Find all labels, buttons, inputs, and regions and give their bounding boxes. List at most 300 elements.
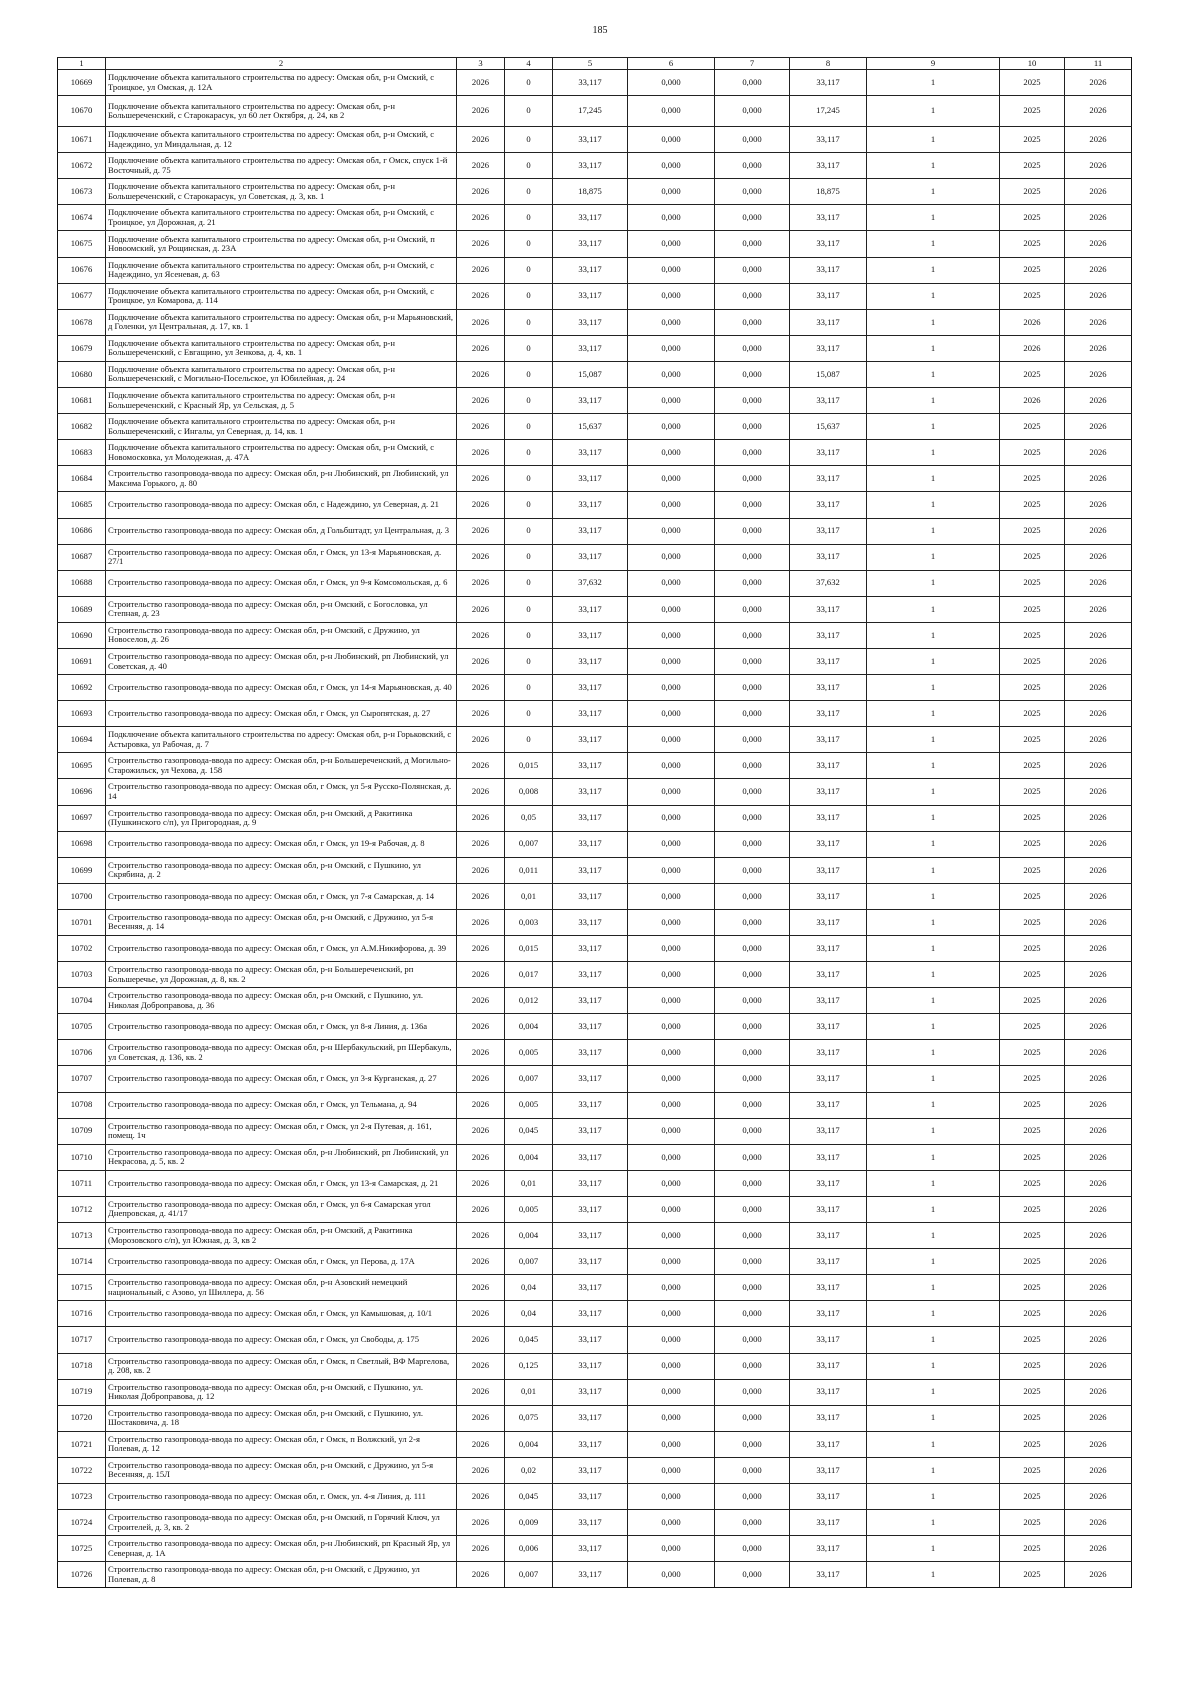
row-value-cell: 0,000 bbox=[715, 1457, 790, 1483]
row-value-cell: 2025 bbox=[1000, 857, 1065, 883]
row-value-cell: 33,117 bbox=[553, 1353, 628, 1379]
row-value-cell: 2026 bbox=[1065, 231, 1132, 257]
row-value-cell: 0,000 bbox=[715, 727, 790, 753]
table-row bbox=[58, 936, 1132, 962]
row-value-cell: 10679 bbox=[58, 335, 106, 361]
row-value-cell: 0,000 bbox=[628, 388, 715, 414]
row-value-cell: 0,000 bbox=[715, 127, 790, 153]
row-value-cell: 2025 bbox=[1000, 596, 1065, 622]
row-value-cell: 0,000 bbox=[628, 1196, 715, 1222]
row-value-cell: 2025 bbox=[1000, 466, 1065, 492]
row-value-cell: 33,117 bbox=[553, 831, 628, 857]
table-row bbox=[58, 96, 1132, 127]
row-value-cell: 33,117 bbox=[553, 883, 628, 909]
row-value-cell: 0,045 bbox=[505, 1327, 553, 1353]
row-value-cell: 10681 bbox=[58, 388, 106, 414]
row-value-cell: 0,000 bbox=[628, 909, 715, 935]
row-value-cell: 0 bbox=[505, 492, 553, 518]
row-value-cell: 0 bbox=[505, 622, 553, 648]
investment-table bbox=[57, 57, 1132, 1588]
row-value-cell: 1 bbox=[867, 596, 1000, 622]
row-value-cell: 0,125 bbox=[505, 1353, 553, 1379]
row-value-cell: 0,000 bbox=[715, 962, 790, 988]
row-value-cell: 2025 bbox=[1000, 1483, 1065, 1509]
row-value-cell: 2026 bbox=[457, 309, 505, 335]
row-value-cell: 2026 bbox=[457, 1327, 505, 1353]
table-row bbox=[58, 388, 1132, 414]
table-row bbox=[58, 805, 1132, 831]
row-description-cell: Подключение объекта капитального строительства по адресу: Омская обл, р-н Большереченский, с Евгащино, ул Зенкова, д. 4, кв. 1 bbox=[106, 335, 457, 361]
row-value-cell: 33,117 bbox=[790, 831, 867, 857]
row-value-cell: 2025 bbox=[1000, 805, 1065, 831]
row-value-cell: 1 bbox=[867, 1536, 1000, 1562]
row-value-cell: 0,000 bbox=[628, 1223, 715, 1249]
row-value-cell: 2026 bbox=[1065, 779, 1132, 805]
row-value-cell: 0,04 bbox=[505, 1275, 553, 1301]
table-row bbox=[58, 153, 1132, 179]
row-description-cell: Строительство газопровода-ввода по адресу: Омская обл, г Омск, ул 3-я Курганская, д. 27 bbox=[106, 1066, 457, 1092]
row-value-cell: 2025 bbox=[1000, 1040, 1065, 1066]
row-value-cell: 2026 bbox=[457, 1196, 505, 1222]
row-value-cell: 0,006 bbox=[505, 1536, 553, 1562]
column-header-11: 11 bbox=[1065, 58, 1132, 70]
row-value-cell: 0,000 bbox=[628, 805, 715, 831]
row-value-cell: 0 bbox=[505, 153, 553, 179]
row-value-cell: 2026 bbox=[457, 414, 505, 440]
row-value-cell: 10689 bbox=[58, 596, 106, 622]
row-value-cell: 2026 bbox=[457, 153, 505, 179]
column-header-6: 6 bbox=[628, 58, 715, 70]
row-value-cell: 0 bbox=[505, 388, 553, 414]
row-value-cell: 0,01 bbox=[505, 883, 553, 909]
table-row bbox=[58, 1405, 1132, 1431]
row-value-cell: 2026 bbox=[1065, 335, 1132, 361]
row-value-cell: 0,000 bbox=[628, 962, 715, 988]
column-header-1: 1 bbox=[58, 58, 106, 70]
table-row bbox=[58, 361, 1132, 387]
row-value-cell: 17,245 bbox=[790, 96, 867, 127]
row-value-cell: 33,117 bbox=[553, 1327, 628, 1353]
row-value-cell: 2025 bbox=[1000, 701, 1065, 727]
row-value-cell: 0,000 bbox=[628, 70, 715, 96]
row-value-cell: 2026 bbox=[1065, 1457, 1132, 1483]
row-value-cell: 0,000 bbox=[628, 361, 715, 387]
row-value-cell: 33,117 bbox=[790, 1379, 867, 1405]
column-header-8: 8 bbox=[790, 58, 867, 70]
row-description-cell: Строительство газопровода-ввода по адресу: Омская обл, д Гольбштадт, ул Центральная, д. 3 bbox=[106, 518, 457, 544]
row-value-cell: 1 bbox=[867, 205, 1000, 231]
row-value-cell: 0,005 bbox=[505, 1040, 553, 1066]
row-value-cell: 2025 bbox=[1000, 1066, 1065, 1092]
row-value-cell: 0,000 bbox=[628, 596, 715, 622]
table-row bbox=[58, 1118, 1132, 1144]
row-value-cell: 2026 bbox=[457, 127, 505, 153]
row-value-cell: 10720 bbox=[58, 1405, 106, 1431]
row-value-cell: 10722 bbox=[58, 1457, 106, 1483]
row-value-cell: 2026 bbox=[457, 648, 505, 674]
row-value-cell: 0,004 bbox=[505, 1014, 553, 1040]
row-value-cell: 2026 bbox=[457, 1483, 505, 1509]
row-value-cell: 1 bbox=[867, 779, 1000, 805]
row-value-cell: 10691 bbox=[58, 648, 106, 674]
row-value-cell: 2025 bbox=[1000, 1170, 1065, 1196]
row-description-cell: Строительство газопровода-ввода по адресу: Омская обл, г Омск, ул 6-я Самарская угол Днепровская, д. 41/17 bbox=[106, 1196, 457, 1222]
row-value-cell: 1 bbox=[867, 1327, 1000, 1353]
row-value-cell: 2026 bbox=[457, 231, 505, 257]
row-value-cell: 33,117 bbox=[790, 440, 867, 466]
row-value-cell: 2026 bbox=[457, 1510, 505, 1536]
row-value-cell: 2025 bbox=[1000, 1249, 1065, 1275]
row-value-cell: 10716 bbox=[58, 1301, 106, 1327]
row-description-cell: Строительство газопровода-ввода по адресу: Омская обл, р-н Любинский, рп Любинский, ул Максима Горького, д. 80 bbox=[106, 466, 457, 492]
row-value-cell: 1 bbox=[867, 753, 1000, 779]
row-value-cell: 2025 bbox=[1000, 1457, 1065, 1483]
row-value-cell: 33,117 bbox=[553, 675, 628, 701]
row-value-cell: 2026 bbox=[1065, 1249, 1132, 1275]
row-value-cell: 1 bbox=[867, 1457, 1000, 1483]
row-value-cell: 0 bbox=[505, 205, 553, 231]
row-value-cell: 0,000 bbox=[715, 936, 790, 962]
table-row bbox=[58, 70, 1132, 96]
row-description-cell: Подключение объекта капитального строительства по адресу: Омская обл, р-н Горьковский, с Астыровка, ул Рабочая, д. 7 bbox=[106, 727, 457, 753]
row-value-cell: 33,117 bbox=[790, 518, 867, 544]
row-value-cell: 0,05 bbox=[505, 805, 553, 831]
row-value-cell: 10671 bbox=[58, 127, 106, 153]
row-value-cell: 1 bbox=[867, 1223, 1000, 1249]
table-row bbox=[58, 1170, 1132, 1196]
row-value-cell: 2026 bbox=[457, 205, 505, 231]
row-value-cell: 2026 bbox=[1065, 622, 1132, 648]
row-value-cell: 10713 bbox=[58, 1223, 106, 1249]
row-value-cell: 33,117 bbox=[790, 1196, 867, 1222]
row-value-cell: 33,117 bbox=[553, 622, 628, 648]
row-value-cell: 1 bbox=[867, 309, 1000, 335]
row-value-cell: 10685 bbox=[58, 492, 106, 518]
row-value-cell: 2026 bbox=[1065, 1405, 1132, 1431]
row-value-cell: 33,117 bbox=[790, 1249, 867, 1275]
row-value-cell: 0 bbox=[505, 283, 553, 309]
row-value-cell: 33,117 bbox=[790, 1301, 867, 1327]
row-value-cell: 0,000 bbox=[715, 831, 790, 857]
row-value-cell: 33,117 bbox=[553, 466, 628, 492]
row-value-cell: 1 bbox=[867, 335, 1000, 361]
row-value-cell: 1 bbox=[867, 1562, 1000, 1588]
row-value-cell: 1 bbox=[867, 727, 1000, 753]
row-value-cell: 33,117 bbox=[553, 1196, 628, 1222]
table-row bbox=[58, 1536, 1132, 1562]
row-value-cell: 2026 bbox=[457, 440, 505, 466]
row-description-cell: Подключение объекта капитального строительства по адресу: Омская обл, р-н Омский, с Троицкое, ул Омская, д. 12А bbox=[106, 70, 457, 96]
row-value-cell: 2025 bbox=[1000, 1379, 1065, 1405]
row-value-cell: 1 bbox=[867, 257, 1000, 283]
table-row bbox=[58, 831, 1132, 857]
row-value-cell: 2026 bbox=[1065, 1327, 1132, 1353]
row-value-cell: 2025 bbox=[1000, 1353, 1065, 1379]
row-value-cell: 0,000 bbox=[628, 205, 715, 231]
row-value-cell: 0,000 bbox=[715, 1327, 790, 1353]
table-row bbox=[58, 648, 1132, 674]
row-description-cell: Подключение объекта капитального строительства по адресу: Омская обл, г Омск, спуск 1-й Восточный, д. 75 bbox=[106, 153, 457, 179]
row-value-cell: 2025 bbox=[1000, 1275, 1065, 1301]
row-description-cell: Строительство газопровода-ввода по адресу: Омская обл, р-н Омский, с Дружино, ул 5-я Весенняя, д. 14 bbox=[106, 909, 457, 935]
row-value-cell: 33,117 bbox=[553, 753, 628, 779]
row-description-cell: Строительство газопровода-ввода по адресу: Омская обл, г Омск, п Светлый, ВФ Маргелова, д. 208, кв. 2 bbox=[106, 1353, 457, 1379]
row-value-cell: 10683 bbox=[58, 440, 106, 466]
row-description-cell: Строительство газопровода-ввода по адресу: Омская обл, р-н Омский, с Пушкино, ул Скрябина, д. 2 bbox=[106, 857, 457, 883]
row-value-cell: 0,000 bbox=[715, 622, 790, 648]
row-value-cell: 10700 bbox=[58, 883, 106, 909]
table-row bbox=[58, 309, 1132, 335]
column-header-7: 7 bbox=[715, 58, 790, 70]
row-value-cell: 33,117 bbox=[553, 1118, 628, 1144]
row-value-cell: 0 bbox=[505, 231, 553, 257]
row-value-cell: 33,117 bbox=[790, 309, 867, 335]
row-value-cell: 1 bbox=[867, 440, 1000, 466]
row-value-cell: 1 bbox=[867, 1066, 1000, 1092]
row-value-cell: 33,117 bbox=[790, 1014, 867, 1040]
table-row bbox=[58, 1327, 1132, 1353]
row-value-cell: 2026 bbox=[1065, 962, 1132, 988]
row-value-cell: 1 bbox=[867, 1275, 1000, 1301]
row-description-cell: Подключение объекта капитального строительства по адресу: Омская обл, р-н Омский, с Троицкое, ул Дорожная, д. 21 bbox=[106, 205, 457, 231]
row-description-cell: Подключение объекта капитального строительства по адресу: Омская обл, р-н Омский, с Троицкое, ул Комарова, д. 114 bbox=[106, 283, 457, 309]
row-value-cell: 33,117 bbox=[553, 153, 628, 179]
row-value-cell: 10697 bbox=[58, 805, 106, 831]
row-value-cell: 10690 bbox=[58, 622, 106, 648]
row-value-cell: 0,000 bbox=[628, 1379, 715, 1405]
table-row bbox=[58, 205, 1132, 231]
row-value-cell: 1 bbox=[867, 96, 1000, 127]
table-row bbox=[58, 1431, 1132, 1457]
row-value-cell: 2026 bbox=[1065, 909, 1132, 935]
row-value-cell: 0,004 bbox=[505, 1431, 553, 1457]
row-value-cell: 2025 bbox=[1000, 283, 1065, 309]
column-header-2: 2 bbox=[106, 58, 457, 70]
row-value-cell: 1 bbox=[867, 153, 1000, 179]
row-value-cell: 2025 bbox=[1000, 779, 1065, 805]
row-value-cell: 10682 bbox=[58, 414, 106, 440]
row-description-cell: Подключение объекта капитального строительства по адресу: Омская обл, р-н Омский, с Надеждино, ул Ясеневая, д. 63 bbox=[106, 257, 457, 283]
row-value-cell: 0,000 bbox=[628, 1562, 715, 1588]
row-value-cell: 2026 bbox=[457, 936, 505, 962]
row-value-cell: 0 bbox=[505, 570, 553, 596]
row-value-cell: 1 bbox=[867, 648, 1000, 674]
row-value-cell: 0,000 bbox=[628, 622, 715, 648]
table-row bbox=[58, 1301, 1132, 1327]
row-value-cell: 0,000 bbox=[715, 388, 790, 414]
row-value-cell: 1 bbox=[867, 492, 1000, 518]
row-value-cell: 0,000 bbox=[628, 309, 715, 335]
row-value-cell: 33,117 bbox=[790, 1431, 867, 1457]
row-value-cell: 2025 bbox=[1000, 153, 1065, 179]
row-value-cell: 0,000 bbox=[628, 96, 715, 127]
row-value-cell: 0,000 bbox=[628, 1431, 715, 1457]
row-value-cell: 0 bbox=[505, 466, 553, 492]
row-value-cell: 10676 bbox=[58, 257, 106, 283]
row-value-cell: 2025 bbox=[1000, 909, 1065, 935]
row-value-cell: 33,117 bbox=[553, 779, 628, 805]
row-value-cell: 33,117 bbox=[553, 1510, 628, 1536]
row-value-cell: 33,117 bbox=[553, 335, 628, 361]
row-description-cell: Подключение объекта капитального строительства по адресу: Омская обл, р-н Большереченский, с Старокарасук, ул Советская, д. 3, кв. 1 bbox=[106, 179, 457, 205]
table-row bbox=[58, 1275, 1132, 1301]
row-value-cell: 2026 bbox=[1065, 570, 1132, 596]
row-value-cell: 33,117 bbox=[790, 1223, 867, 1249]
row-value-cell: 2026 bbox=[457, 492, 505, 518]
row-value-cell: 2026 bbox=[1065, 309, 1132, 335]
row-value-cell: 10725 bbox=[58, 1536, 106, 1562]
row-value-cell: 0,000 bbox=[628, 1301, 715, 1327]
row-value-cell: 2026 bbox=[1065, 727, 1132, 753]
row-value-cell: 2026 bbox=[1065, 936, 1132, 962]
row-value-cell: 10678 bbox=[58, 309, 106, 335]
row-value-cell: 17,245 bbox=[553, 96, 628, 127]
row-description-cell: Строительство газопровода-ввода по адресу: Омская обл, р-н Омский, п Горячий Ключ, ул Строителей, д. 3, кв. 2 bbox=[106, 1510, 457, 1536]
row-value-cell: 0,045 bbox=[505, 1483, 553, 1509]
row-value-cell: 1 bbox=[867, 1170, 1000, 1196]
row-value-cell: 2026 bbox=[457, 1040, 505, 1066]
row-value-cell: 2026 bbox=[457, 283, 505, 309]
row-value-cell: 33,117 bbox=[553, 1066, 628, 1092]
table-row bbox=[58, 257, 1132, 283]
row-value-cell: 33,117 bbox=[790, 127, 867, 153]
row-value-cell: 2026 bbox=[457, 335, 505, 361]
row-value-cell: 33,117 bbox=[790, 1510, 867, 1536]
row-value-cell: 1 bbox=[867, 361, 1000, 387]
row-value-cell: 0 bbox=[505, 127, 553, 153]
row-value-cell: 33,117 bbox=[790, 335, 867, 361]
row-value-cell: 33,117 bbox=[790, 936, 867, 962]
row-value-cell: 2026 bbox=[1065, 1118, 1132, 1144]
row-description-cell: Строительство газопровода-ввода по адресу: Омская обл, р-н Омский, с Дружино, ул Новоселов, д. 26 bbox=[106, 622, 457, 648]
row-value-cell: 33,117 bbox=[553, 648, 628, 674]
row-value-cell: 2025 bbox=[1000, 1092, 1065, 1118]
row-value-cell: 0,012 bbox=[505, 988, 553, 1014]
row-value-cell: 0,000 bbox=[628, 1118, 715, 1144]
row-value-cell: 2026 bbox=[1065, 466, 1132, 492]
row-value-cell: 2026 bbox=[1065, 857, 1132, 883]
row-value-cell: 0,000 bbox=[715, 1536, 790, 1562]
row-value-cell: 2026 bbox=[457, 779, 505, 805]
row-value-cell: 2026 bbox=[1065, 1040, 1132, 1066]
row-value-cell: 2026 bbox=[1065, 1223, 1132, 1249]
table-row bbox=[58, 1249, 1132, 1275]
row-value-cell: 10703 bbox=[58, 962, 106, 988]
row-value-cell: 0,01 bbox=[505, 1170, 553, 1196]
row-description-cell: Строительство газопровода-ввода по адресу: Омская обл, г Омск, ул 14-я Марьяновская, д. 40 bbox=[106, 675, 457, 701]
row-value-cell: 10702 bbox=[58, 936, 106, 962]
row-value-cell: 33,117 bbox=[553, 70, 628, 96]
row-value-cell: 1 bbox=[867, 388, 1000, 414]
row-description-cell: Строительство газопровода-ввода по адресу: Омская обл, г. Омск, ул. 4-я Линия, д. 111 bbox=[106, 1483, 457, 1509]
row-value-cell: 1 bbox=[867, 831, 1000, 857]
row-value-cell: 33,117 bbox=[790, 622, 867, 648]
row-value-cell: 33,117 bbox=[790, 1066, 867, 1092]
row-value-cell: 0,000 bbox=[715, 753, 790, 779]
row-value-cell: 0,000 bbox=[628, 1144, 715, 1170]
row-value-cell: 2026 bbox=[1065, 1144, 1132, 1170]
row-value-cell: 10670 bbox=[58, 96, 106, 127]
row-value-cell: 2026 bbox=[457, 96, 505, 127]
row-value-cell: 2026 bbox=[457, 1353, 505, 1379]
row-value-cell: 33,117 bbox=[790, 1327, 867, 1353]
row-value-cell: 10706 bbox=[58, 1040, 106, 1066]
row-value-cell: 33,117 bbox=[553, 805, 628, 831]
row-description-cell: Строительство газопровода-ввода по адресу: Омская обл, г Омск, ул Свободы, д. 175 bbox=[106, 1327, 457, 1353]
row-value-cell: 0,000 bbox=[715, 361, 790, 387]
row-value-cell: 0,011 bbox=[505, 857, 553, 883]
row-description-cell: Строительство газопровода-ввода по адресу: Омская обл, г Омск, ул А.М.Никифорова, д. 39 bbox=[106, 936, 457, 962]
row-value-cell: 1 bbox=[867, 1353, 1000, 1379]
row-description-cell: Строительство газопровода-ввода по адресу: Омская обл, с Надеждино, ул Северная, д. 21 bbox=[106, 492, 457, 518]
row-value-cell: 2026 bbox=[1065, 414, 1132, 440]
table-row bbox=[58, 440, 1132, 466]
row-value-cell: 10684 bbox=[58, 466, 106, 492]
row-value-cell: 0,000 bbox=[715, 779, 790, 805]
row-value-cell: 0,000 bbox=[715, 335, 790, 361]
row-value-cell: 2026 bbox=[457, 1170, 505, 1196]
row-value-cell: 2026 bbox=[457, 1144, 505, 1170]
row-description-cell: Строительство газопровода-ввода по адресу: Омская обл, р-н Омский, с Пушкино, ул. Николая Доброправова, д. 12 bbox=[106, 1379, 457, 1405]
row-value-cell: 33,117 bbox=[553, 701, 628, 727]
row-value-cell: 2026 bbox=[457, 361, 505, 387]
table-row bbox=[58, 1040, 1132, 1066]
row-value-cell: 0,000 bbox=[715, 1092, 790, 1118]
row-value-cell: 33,117 bbox=[790, 988, 867, 1014]
row-value-cell: 33,117 bbox=[790, 1275, 867, 1301]
row-value-cell: 10714 bbox=[58, 1249, 106, 1275]
row-value-cell: 0,000 bbox=[715, 1144, 790, 1170]
row-value-cell: 10707 bbox=[58, 1066, 106, 1092]
row-description-cell: Строительство газопровода-ввода по адресу: Омская обл, р-н Омский, с Богословка, ул Степная, д. 23 bbox=[106, 596, 457, 622]
row-value-cell: 0,000 bbox=[715, 1510, 790, 1536]
row-value-cell: 0 bbox=[505, 96, 553, 127]
row-value-cell: 2026 bbox=[457, 701, 505, 727]
row-value-cell: 0,000 bbox=[628, 127, 715, 153]
row-value-cell: 0 bbox=[505, 727, 553, 753]
row-value-cell: 33,117 bbox=[553, 1275, 628, 1301]
row-value-cell: 0,000 bbox=[715, 492, 790, 518]
row-value-cell: 33,117 bbox=[790, 857, 867, 883]
table-row bbox=[58, 335, 1132, 361]
row-value-cell: 0,007 bbox=[505, 1562, 553, 1588]
row-description-cell: Строительство газопровода-ввода по адресу: Омская обл, г Омск, ул 8-я Линия, д. 136а bbox=[106, 1014, 457, 1040]
row-value-cell: 33,117 bbox=[790, 701, 867, 727]
row-value-cell: 10694 bbox=[58, 727, 106, 753]
table-row bbox=[58, 1014, 1132, 1040]
table-row bbox=[58, 283, 1132, 309]
table-row bbox=[58, 988, 1132, 1014]
row-value-cell: 10688 bbox=[58, 570, 106, 596]
row-value-cell: 2025 bbox=[1000, 1223, 1065, 1249]
row-value-cell: 2026 bbox=[457, 388, 505, 414]
table-row bbox=[58, 570, 1132, 596]
row-value-cell: 2025 bbox=[1000, 205, 1065, 231]
row-value-cell: 1 bbox=[867, 1249, 1000, 1275]
row-value-cell: 0 bbox=[505, 179, 553, 205]
row-value-cell: 2026 bbox=[1065, 675, 1132, 701]
row-value-cell: 1 bbox=[867, 414, 1000, 440]
row-value-cell: 0 bbox=[505, 518, 553, 544]
row-value-cell: 33,117 bbox=[790, 675, 867, 701]
row-value-cell: 0,004 bbox=[505, 1144, 553, 1170]
row-value-cell: 2026 bbox=[457, 1536, 505, 1562]
row-value-cell: 0,000 bbox=[628, 1249, 715, 1275]
row-value-cell: 0,000 bbox=[628, 1457, 715, 1483]
row-description-cell: Строительство газопровода-ввода по адресу: Омская обл, р-н Омский, с Пушкино, ул. Шостаковича, д. 18 bbox=[106, 1405, 457, 1431]
row-value-cell: 15,637 bbox=[790, 414, 867, 440]
row-value-cell: 2026 bbox=[1065, 205, 1132, 231]
